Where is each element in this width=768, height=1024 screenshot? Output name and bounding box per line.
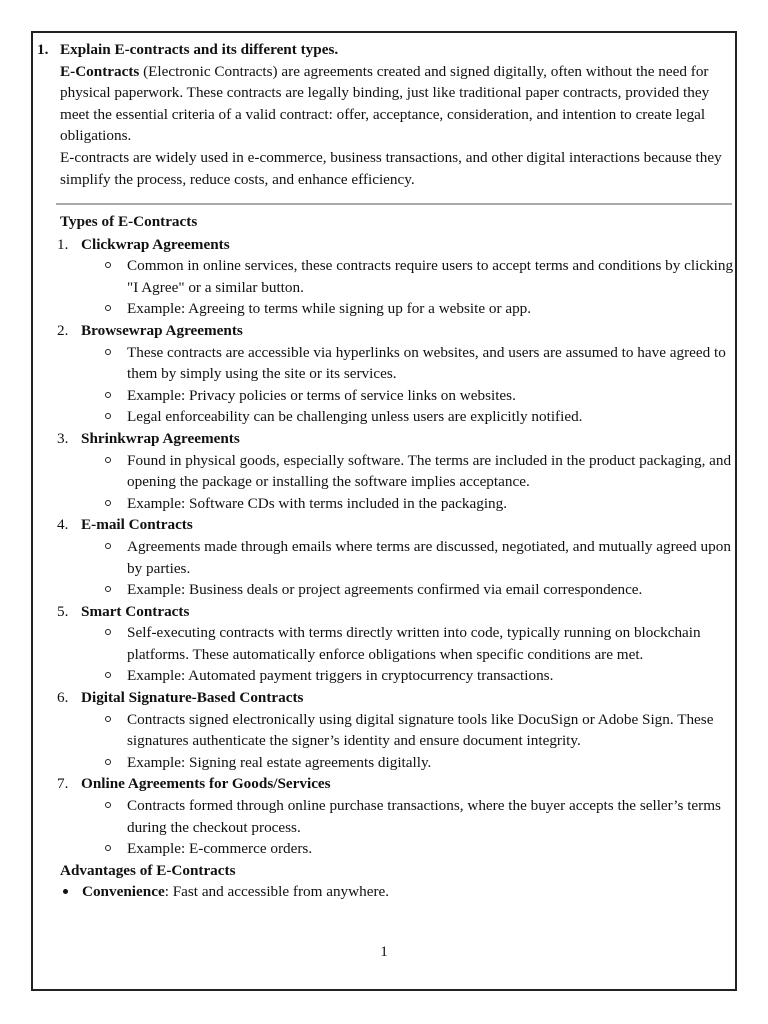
advantage-text: : Fast and accessible from anywhere.	[164, 883, 390, 901]
advantages-heading: Advantages of E-Contracts	[60, 861, 236, 879]
type-number: 6.	[57, 689, 69, 707]
type-heading	[57, 687, 736, 709]
question-body	[60, 39, 727, 190]
advantage-item	[60, 881, 736, 903]
type-point	[60, 752, 736, 774]
type-point-text: Contracts formed through online purchase transactions, where the buyer accepts the seller’s terms during the checkout process.	[127, 797, 721, 836]
section-divider	[56, 203, 732, 205]
intro-text: (Electronic Contracts) are agreements created and signed digitally, often without the need for physical paperwork. These contracts are legally binding, just like traditional paper contracts, provided they meet the essential criteria of a valid contract: offer, acceptance, consideration, and intention to create legal obligations.	[60, 62, 710, 145]
circle-bullet-icon	[105, 413, 111, 419]
intro-paragraph	[60, 61, 727, 147]
question-title: Explain E-contracts and its different types.	[60, 41, 339, 58]
type-number: 4.	[57, 516, 69, 534]
type-title: Browsewrap Agreements	[81, 321, 243, 339]
type-point-text: Example: Business deals or project agreements confirmed via email correspondence.	[127, 581, 643, 599]
type-heading	[57, 234, 736, 256]
type-number: 1.	[57, 235, 69, 253]
type-points	[60, 342, 736, 428]
circle-bullet-icon	[105, 802, 111, 808]
circle-bullet-icon	[105, 457, 111, 463]
circle-bullet-icon	[105, 586, 111, 592]
type-number: 3.	[57, 429, 69, 447]
type-point	[60, 298, 736, 320]
type-number: 7.	[57, 775, 69, 793]
type-point-text: Legal enforceability can be challenging unless users are explicitly notified.	[127, 408, 583, 426]
type-point	[60, 622, 736, 665]
types-heading: Types of E-Contracts	[60, 213, 198, 230]
type-item	[57, 601, 736, 687]
type-heading	[57, 514, 736, 536]
type-point-text: Example: Signing real estate agreements digitally.	[127, 753, 432, 771]
type-number: 5.	[57, 602, 69, 620]
type-heading	[57, 601, 736, 623]
advantages-list	[60, 881, 736, 903]
circle-bullet-icon	[105, 716, 111, 722]
type-point	[60, 450, 736, 493]
type-title: Online Agreements for Goods/Services	[81, 775, 331, 793]
type-point-text: Self-executing contracts with terms directly written into code, typically running on blockchain platforms. These automatically enforce obligations when specific conditions are met.	[127, 624, 701, 663]
circle-bullet-icon	[105, 543, 111, 549]
circle-bullet-icon	[105, 500, 111, 506]
type-point	[60, 342, 736, 385]
type-point-text: Found in physical goods, especially software. The terms are included in the product packaging, and opening the package or installing the software implies acceptance.	[127, 451, 732, 491]
type-title: Shrinkwrap Agreements	[81, 429, 240, 447]
type-title: E-mail Contracts	[81, 516, 193, 534]
type-point-text: Contracts signed electronically using digital signature tools like DocuSign or Adobe Sign. These signatures authenticate the signer’s identity and ensure document integrity.	[127, 710, 714, 750]
type-points	[60, 450, 736, 515]
type-title: Digital Signature-Based Contracts	[81, 689, 304, 707]
circle-bullet-icon	[105, 759, 111, 765]
type-point	[60, 255, 736, 298]
type-point	[60, 579, 736, 601]
type-item	[57, 773, 736, 859]
question-number: 1.	[37, 41, 49, 58]
type-point	[60, 406, 736, 428]
type-point	[60, 385, 736, 407]
type-heading	[57, 320, 736, 342]
type-point	[60, 665, 736, 687]
type-point-text: Example: Automated payment triggers in cryptocurrency transactions.	[127, 667, 554, 685]
question-block	[37, 39, 727, 190]
intro-paragraph-2: E-contracts are widely used in e-commerce, business transactions, and other digital interactions because they simplify the process, reduce costs, and enhance efficiency.	[60, 148, 722, 188]
circle-bullet-icon	[105, 305, 111, 311]
document-page	[31, 31, 737, 991]
type-item	[57, 514, 736, 600]
type-item	[57, 234, 736, 320]
type-point-text: Agreements made through emails where terms are discussed, negotiated, and mutually agreed upon by parties.	[127, 537, 731, 577]
type-points	[60, 709, 736, 774]
circle-bullet-icon	[105, 672, 111, 678]
circle-bullet-icon	[105, 629, 111, 635]
type-point-text: Example: Software CDs with terms included in the packaging.	[127, 494, 508, 512]
advantage-term: Convenience	[82, 883, 165, 901]
type-point	[60, 795, 736, 838]
type-point	[60, 493, 736, 515]
circle-bullet-icon	[105, 349, 111, 355]
type-point-text: These contracts are accessible via hyperlinks on websites, and users are assumed to have agreed to them by simply using the site or its services.	[127, 343, 726, 383]
type-point-text: Example: Agreeing to terms while signing up for a website or app.	[127, 300, 532, 318]
type-point-text: Common in online services, these contracts require users to accept terms and conditions by clicking "I Agree" or a similar button.	[127, 257, 734, 296]
type-title: Clickwrap Agreements	[81, 235, 230, 253]
type-heading	[57, 773, 736, 795]
type-item	[57, 320, 736, 428]
bullet-icon	[63, 889, 68, 894]
intro-term: E-Contracts	[60, 62, 140, 80]
type-title: Smart Contracts	[81, 602, 190, 620]
type-point	[60, 709, 736, 752]
circle-bullet-icon	[105, 262, 111, 268]
type-points	[60, 255, 736, 320]
type-points	[60, 536, 736, 601]
type-point-text: Example: Privacy policies or terms of service links on websites.	[127, 386, 516, 404]
type-points	[60, 795, 736, 860]
type-point	[60, 536, 736, 579]
type-number: 2.	[57, 321, 69, 339]
type-item	[57, 428, 736, 514]
type-item	[57, 687, 736, 773]
type-points	[60, 622, 736, 687]
circle-bullet-icon	[105, 392, 111, 398]
type-point-text: Example: E-commerce orders.	[127, 840, 313, 858]
types-list	[57, 234, 736, 860]
types-section	[57, 211, 736, 903]
page-number: 1	[380, 943, 388, 960]
circle-bullet-icon	[105, 845, 111, 851]
type-heading	[57, 428, 736, 450]
type-point	[60, 838, 736, 860]
